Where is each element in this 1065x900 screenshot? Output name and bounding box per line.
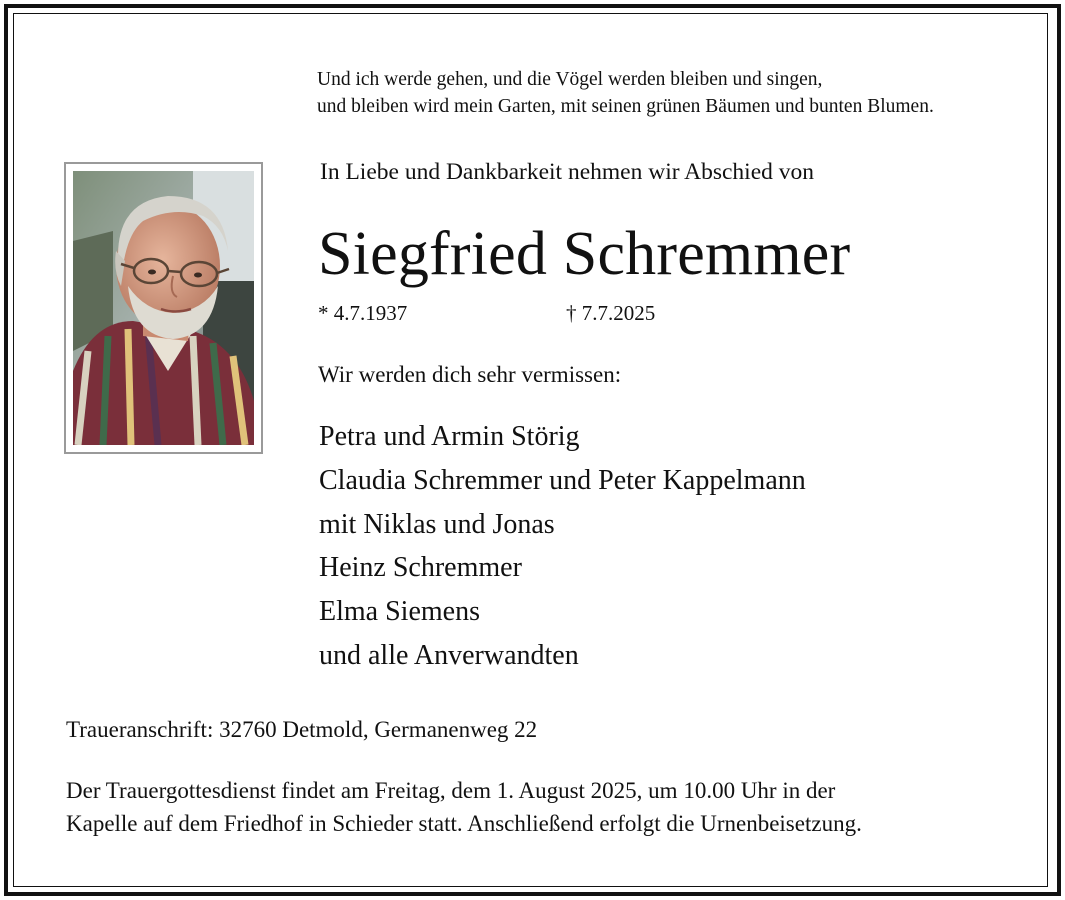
mourners-list	[319, 415, 806, 678]
mourner-item: Claudia Schremmer und Peter Kappelmann	[319, 464, 806, 496]
mourner-item: Elma Siemens	[319, 596, 480, 628]
poem-line-2: und bleiben wird mein Garten, mit seinen grünen Bäumen und bunten Blumen.	[317, 96, 934, 117]
portrait-illustration	[73, 171, 254, 445]
miss-text: Wir werden dich sehr vermissen:	[318, 362, 622, 387]
mourner-item: Petra und Armin Störig	[319, 421, 580, 452]
death-date: † 7.7.2025	[566, 301, 656, 325]
service-line-2: Kapelle auf dem Friedhof in Schieder statt. Anschließend erfolgt die Urnenbeisetzung.	[66, 811, 862, 836]
mourner-item: mit Niklas und Jonas	[319, 508, 555, 540]
portrait-frame	[64, 162, 263, 454]
birth-date: * 4.7.1937	[318, 301, 408, 325]
poem-quote	[317, 66, 934, 120]
mourning-address: Traueranschrift: 32760 Detmold, Germanenweg 22	[66, 717, 538, 742]
portrait-photo	[73, 171, 254, 445]
deceased-name: Siegfried Schremmer	[318, 220, 851, 288]
mourner-item: Heinz Schremmer	[319, 552, 522, 584]
poem-line-1: Und ich werde gehen, und die Vögel werden bleiben und singen,	[317, 69, 823, 90]
service-info	[66, 774, 862, 840]
intro-text: In Liebe und Dankbarkeit nehmen wir Abschied von	[320, 159, 815, 185]
service-line-1: Der Trauergottesdienst findet am Freitag, dem 1. August 2025, um 10.00 Uhr in der	[66, 778, 836, 803]
mourner-item: und alle Anverwandten	[319, 639, 579, 671]
